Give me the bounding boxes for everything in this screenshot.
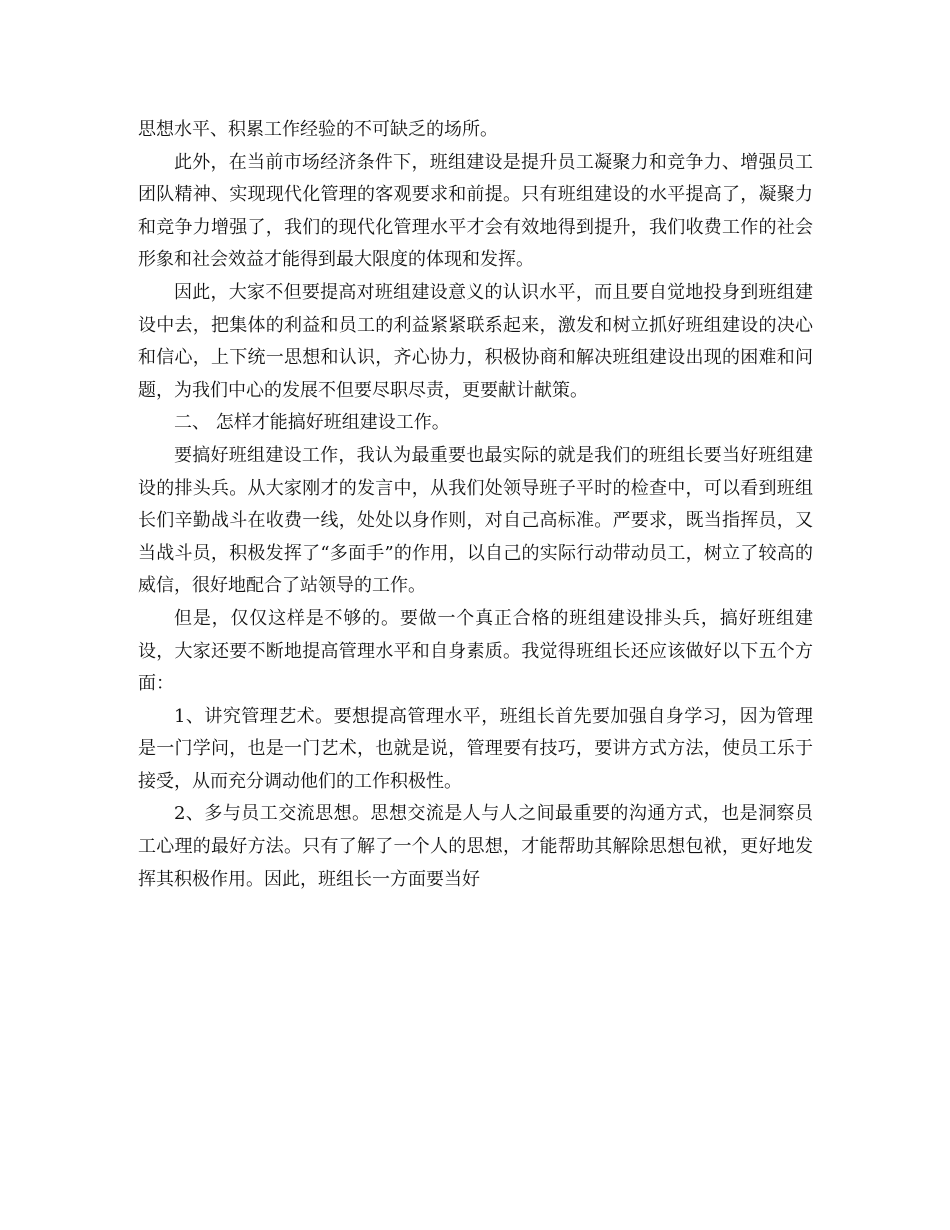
section-heading-2: 二、 怎样才能搞好班组建设工作。: [174, 412, 450, 434]
paragraph-not-enough: 但是，仅仅这样是不够的。要做一个真正合格的班组建设排头兵，搞好班组建设，大家还要不断地提高管理水平和自身素质。我觉得班组长还应该做好以下五个方面：: [138, 607, 813, 695]
paragraph-therefore: 因此，大家不但要提高对班组建设意义的认识水平，而且要自觉地投身到班组建设中去，把集体的利益和员工的利益紧紧联系起来，激发和树立抓好班组建设的决心和信心，上下统一思想和认识，齐心协力，积极协商和解决班组建设出现的困难和问题，为我们中心的发展不但要尽职尽责，更要献计献策。: [138, 281, 813, 401]
paragraph-market-economy: 此外，在当前市场经济条件下，班组建设是提升员工凝聚力和竞争力、增强员工团队精神、实现现代化管理的客观要求和前提。只有班组建设的水平提高了，凝聚力和竞争力增强了，我们的现代化管理水平才会有效地得到提升，我们收费工作的社会形象和社会效益才能得到最大限度的体现和发挥。: [138, 151, 813, 271]
document-body: [138, 114, 813, 896]
paragraph-team-leaders: 要搞好班组建设工作，我认为最重要也最实际的就是我们的班组长要当好班组建设的排头兵。从大家刚才的发言中，从我们处领导班子平时的检查中，可以看到班组长们辛勤战斗在收费一线，处处以身作则，对自己高标准。严要求，既当指挥员，又当战斗员，积极发挥了“多面手”的作用，以自己的实际行动带动员工，树立了较高的威信，很好地配合了站领导的工作。: [138, 444, 813, 597]
list-item-2: 2、多与员工交流思想。思想交流是人与人之间最重要的沟通方式，也是洞察员工心理的最好方法。只有了解了一个人的思想，才能帮助其解除思想包袱，更好地发挥其积极作用。因此，班组长一方面要当好: [138, 803, 813, 890]
list-item-1: 1、讲究管理艺术。要想提高管理水平，班组长首先要加强自身学习，因为管理是一门学问，也是一门艺术，也就是说，管理要有技巧，要讲方式方法，使员工乐于接受，从而充分调动他们的工作积极性。: [138, 705, 813, 792]
paragraph-continuation: 思想水平、积累工作经验的不可缺乏的场所。: [138, 119, 498, 140]
